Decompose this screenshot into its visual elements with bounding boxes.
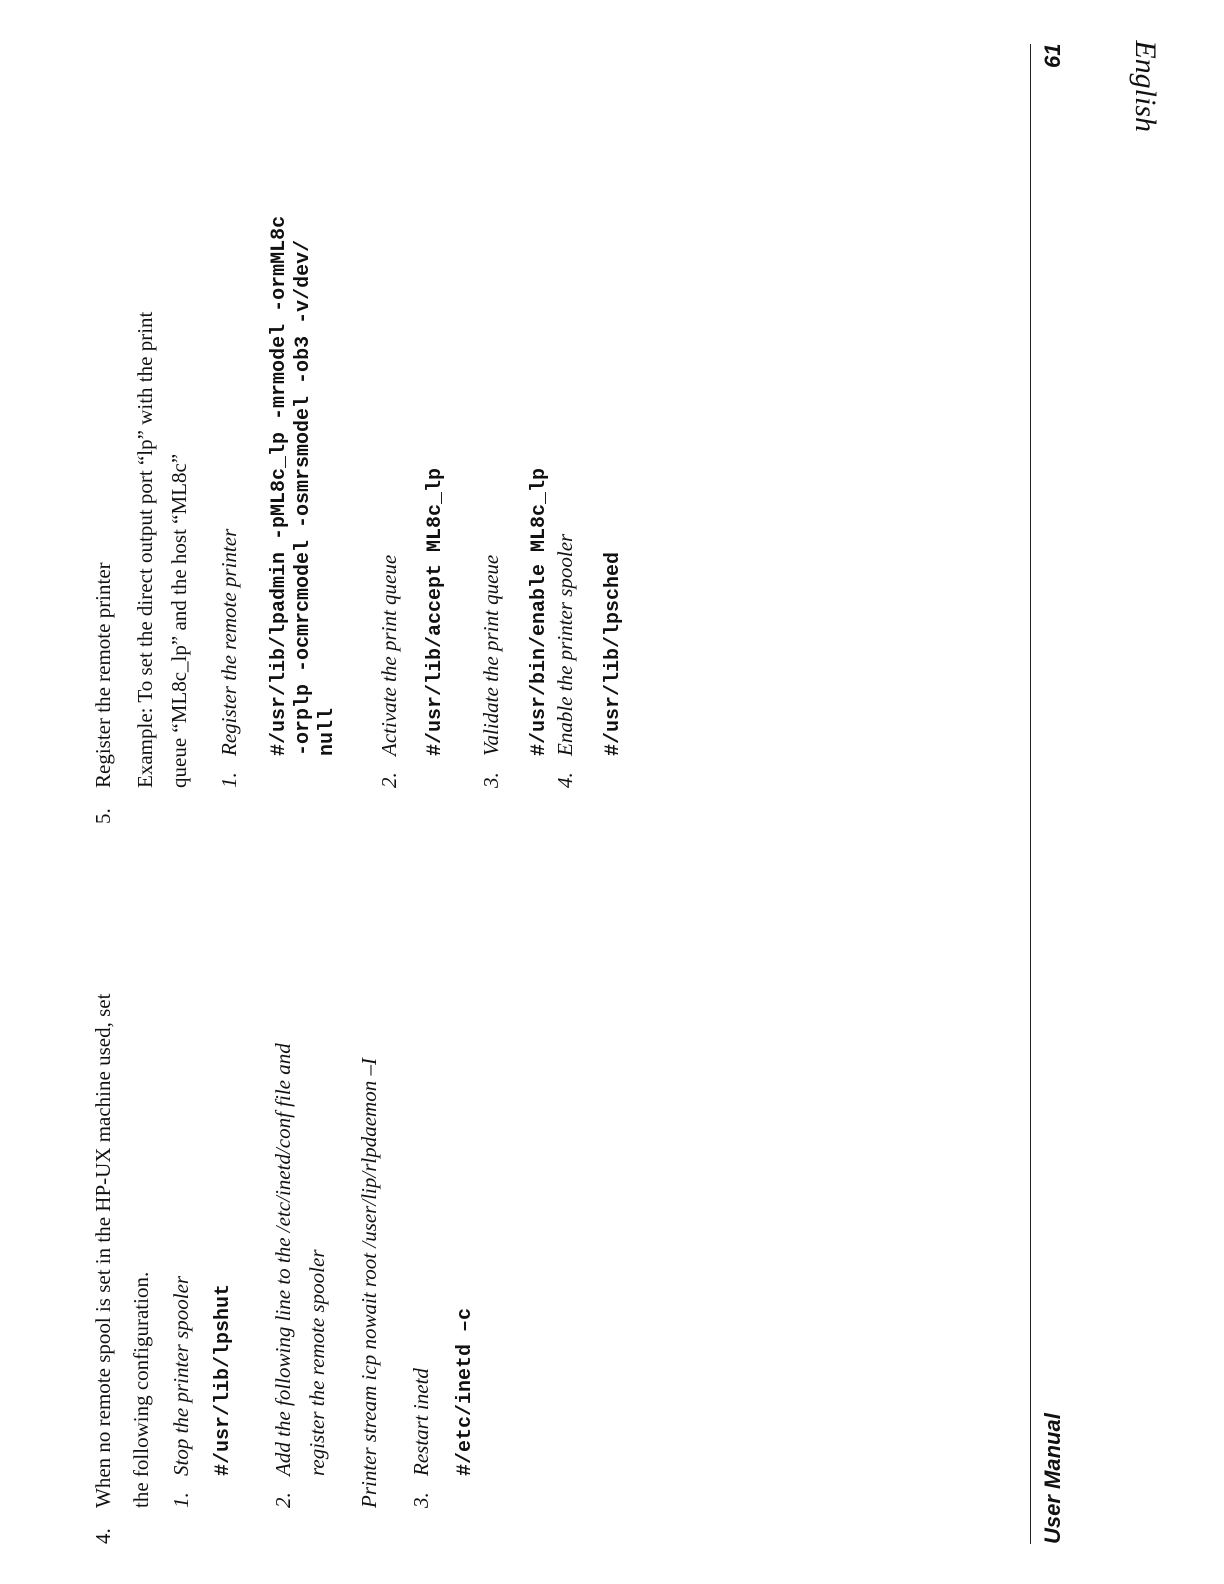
section-4-step2-text-line1: Add the following line to the /etc/inetd/conf file and (271, 1043, 295, 1476)
section-4-step2-number: 2. (271, 1492, 295, 1508)
section-5-step1-command-line3: null (316, 707, 339, 756)
section-4-printer-stream: Printer stream icp nowait root /user/lip/rlpdaemon –I (357, 1058, 381, 1508)
section-4-step3-text: Restart inetd (409, 1368, 433, 1476)
section-4-step3-number: 3. (409, 1492, 433, 1508)
page-number: 61 (1040, 43, 1065, 68)
section-4-step2-text-line2: register the remote spooler (305, 1249, 329, 1476)
language-tab-label: English (1129, 40, 1162, 132)
section-4-step1-command: #/usr/lib/lpshut (212, 1283, 235, 1476)
section-5-step1-number: 1. (217, 772, 241, 788)
section-4-intro-line2: the following configuration. (129, 1271, 153, 1508)
section-5-step3-number: 3. (479, 772, 503, 788)
section-5-title: Register the remote printer (91, 562, 115, 788)
section-5-step2-number: 2. (377, 772, 401, 788)
section-5-step3-command: #/usr/bin/enable ML8c_lp (528, 467, 551, 756)
section-4-step1-number: 1. (169, 1492, 193, 1508)
section-5-step1-command-line1: #/usr/lib/lpadmin -pML8c_lp -mrmodel -ormML8c (268, 215, 291, 756)
section-4-number: 4. (91, 1528, 115, 1544)
section-4-intro-line1: When no remote spool is set in the HP-UX machine used, set (91, 993, 115, 1508)
section-4-step1-text: Stop the printer spooler (169, 1275, 193, 1476)
section-5-step2-command: #/usr/lib/accept ML8c_lp (424, 467, 447, 756)
section-5-step1-command-line2: -orplp -ocmrcmodel -osmrsmodel -ob3 -v/dev/ (292, 239, 315, 756)
section-5-step1-text: Register the remote printer (217, 528, 241, 756)
section-5-example-line1: Example: To set the direct output port “lp” with the print (133, 311, 157, 788)
footer-rule (1030, 44, 1031, 1544)
section-5-number: 5. (91, 808, 115, 824)
footer-manual-label: User Manual (1040, 1413, 1065, 1544)
section-5-step2-text: Activate the print queue (377, 554, 401, 756)
section-5-step3-text: Validate the print queue (479, 554, 503, 756)
section-4-step3-command: #/etc/inetd –c (454, 1307, 477, 1476)
section-5-example-line2: queue “ML8c_lp” and the host “ML8c” (167, 453, 191, 788)
section-5-step4-text: Enable the printer spooler (553, 533, 577, 756)
section-5-step4-command: #/usr/lib/lpsched (602, 551, 625, 756)
section-5-step4-number: 4. (553, 772, 577, 788)
